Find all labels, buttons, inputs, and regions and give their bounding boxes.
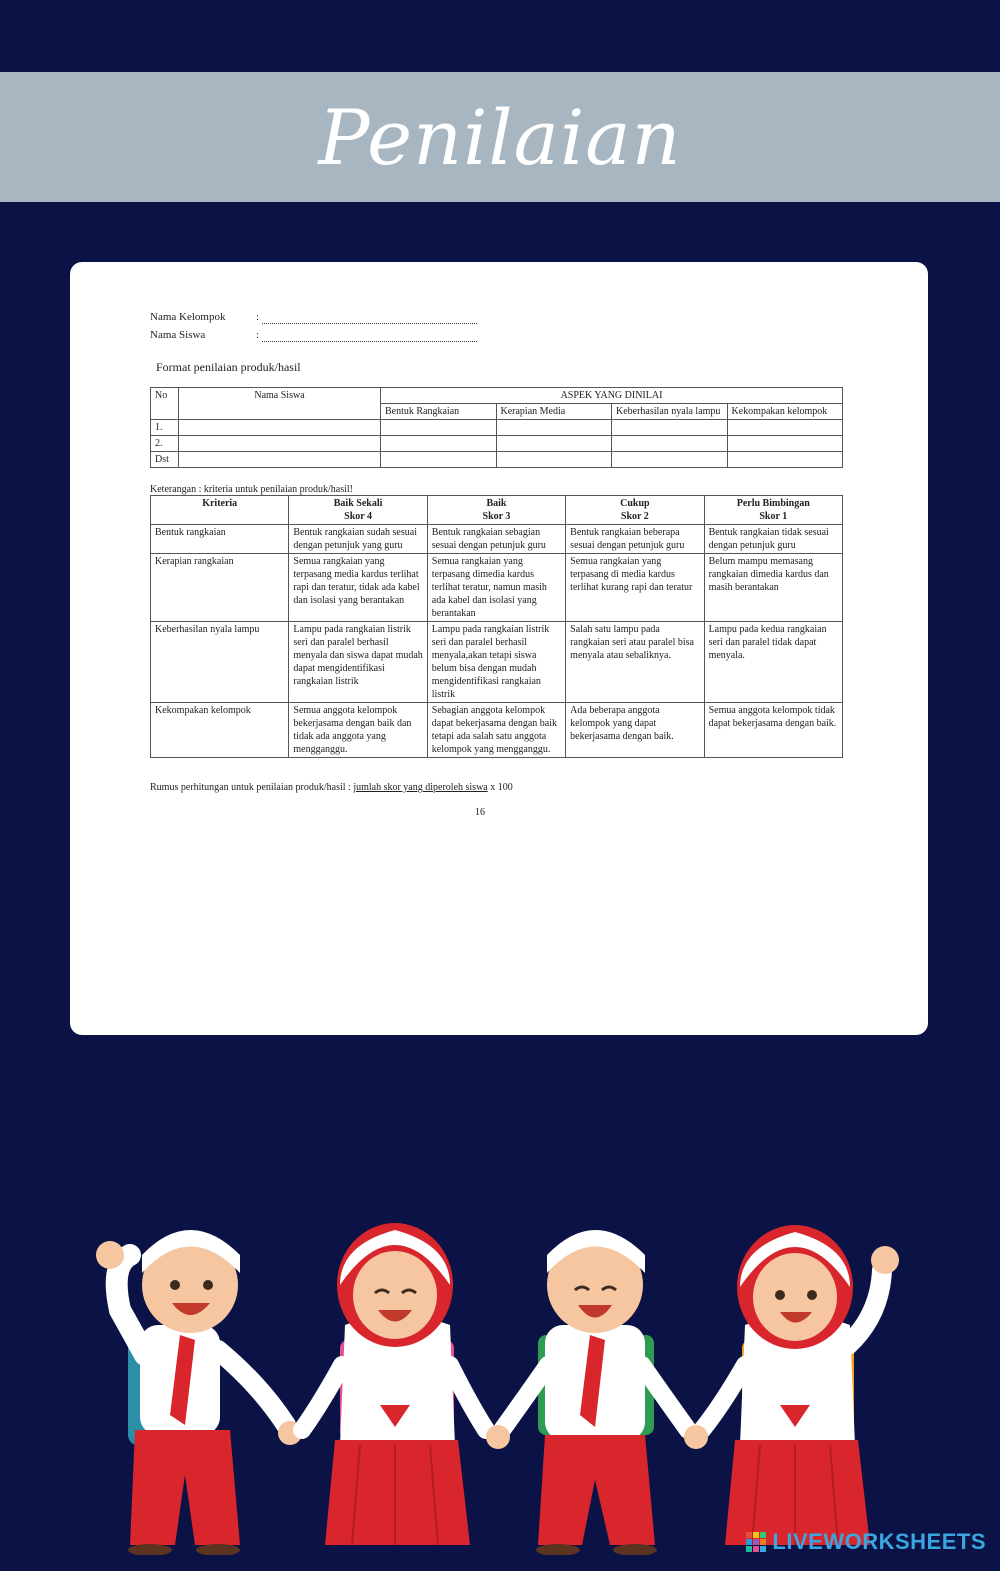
liveworksheets-logo-icon — [746, 1532, 766, 1552]
rubric-row: Bentuk rangkaian Bentuk rangkaian sudah sesuai dengan petunjuk yang guru Bentuk rangkaian sebagian sesuai dengan petunjuk guru Bentuk rangkaian beberapa sesuai dengan petunjuk guru Bentuk rangkaian tidak sesuai dengan petunjuk guru — [151, 525, 843, 554]
table-row: Dst — [151, 452, 843, 468]
aspect-col: Kekompakan kelompok — [727, 404, 843, 420]
page-title: Penilaian — [318, 92, 682, 182]
aspect-col: Bentuk Rangkaian — [381, 404, 497, 420]
aspect-col: Kerapian Media — [496, 404, 612, 420]
students-illustration — [90, 1215, 910, 1555]
rubric-header: Baik Sekali Skor 4 — [289, 496, 427, 525]
rubric-header: Baik Skor 3 — [427, 496, 565, 525]
table-row: 1. — [151, 420, 843, 436]
liveworksheets-watermark — [746, 1529, 986, 1555]
rubric-row: Keberhasilan nyala lampu Lampu pada rangkaian listrik seri dan paralel berhasil menyala dan siswa dapat mudah dapat mengidentifikasi rangkaian listrik Lampu pada rangkaian listrik seri dan paralel berhasil menyala,akan tetapi siswa belum bisa dengan mudah mengidentifikasi rangkaian listrik Salah satu lampu pada rangkaian seri atau paralel bisa menyala atau sebaliknya. Lampu pada kedua rangkaian seri dan paralel tidak dapat menyala. — [151, 622, 843, 703]
page-number: 16 — [475, 807, 485, 818]
worksheet-card — [70, 262, 928, 1035]
aspect-col: Keberhasilan nyala lampu — [612, 404, 728, 420]
student-name-header: Nama Siswa — [179, 388, 381, 420]
student-boy-1 — [96, 1230, 302, 1555]
group-name-field: Nama Kelompok : — [150, 308, 850, 326]
rubric-row: Kerapian rangkaian Semua rangkaian yang terpasang media kardus terlihat rapi dan teratur, tidak ada kabel dan isolasi yang berantakan Semua rangkaian yang terpasang dimedia kardus terlihat teratur, namun masih ada kabel dan isolasi yang berantakan Semua rangkaian yang terpasang di media kardus terlihat kurang rapi dan teratur Belum mampu memasang rangkaian dimedia kardus dan masih berantakan — [151, 554, 843, 622]
student-boy-2 — [486, 1230, 688, 1555]
assessment-document — [150, 308, 850, 818]
formula-line: Rumus perhitungan untuk penilaian produk/hasil : jumlah skor yang diperoleh siswa x 100 — [150, 782, 513, 793]
no-header: No — [151, 388, 179, 420]
rubric-header: Cukup Skor 2 — [566, 496, 704, 525]
rubric-table — [150, 495, 843, 758]
table-row: 2. — [151, 436, 843, 452]
student-name-blank — [262, 329, 477, 342]
watermark-text: LIVEWORKSHEETS — [772, 1529, 986, 1554]
rubric-row: Kekompakan kelompok Semua anggota kelompok bekerjasama dengan baik dan tidak ada anggota yang mengganggu. Sebagian anggota kelompok dapat bekerjasama dengan baik tetapi ada salah satu anggota kelompok yang mengganggu. Ada beberapa anggota kelompok yang dapat bekerjasama dengan baik. Semua anggota kelompok tidak dapat bekerjasama dengan baik. — [151, 703, 843, 758]
rubric-header: Kriteria — [151, 496, 289, 525]
aspect-header: ASPEK YANG DINILAI — [381, 388, 843, 404]
group-name-blank — [262, 311, 477, 324]
student-assessment-table — [150, 387, 843, 468]
student-girl-2 — [684, 1225, 899, 1545]
student-name-field: Nama Siswa : — [150, 326, 850, 344]
criteria-caption: Keterangan : kriteria untuk penilaian produk/hasil! — [150, 484, 353, 495]
student-girl-1 — [302, 1223, 486, 1545]
format-title: Format penilaian produk/hasil — [156, 360, 301, 374]
rubric-header: Perlu Bimbingan Skor 1 — [704, 496, 842, 525]
title-banner — [0, 72, 1000, 202]
